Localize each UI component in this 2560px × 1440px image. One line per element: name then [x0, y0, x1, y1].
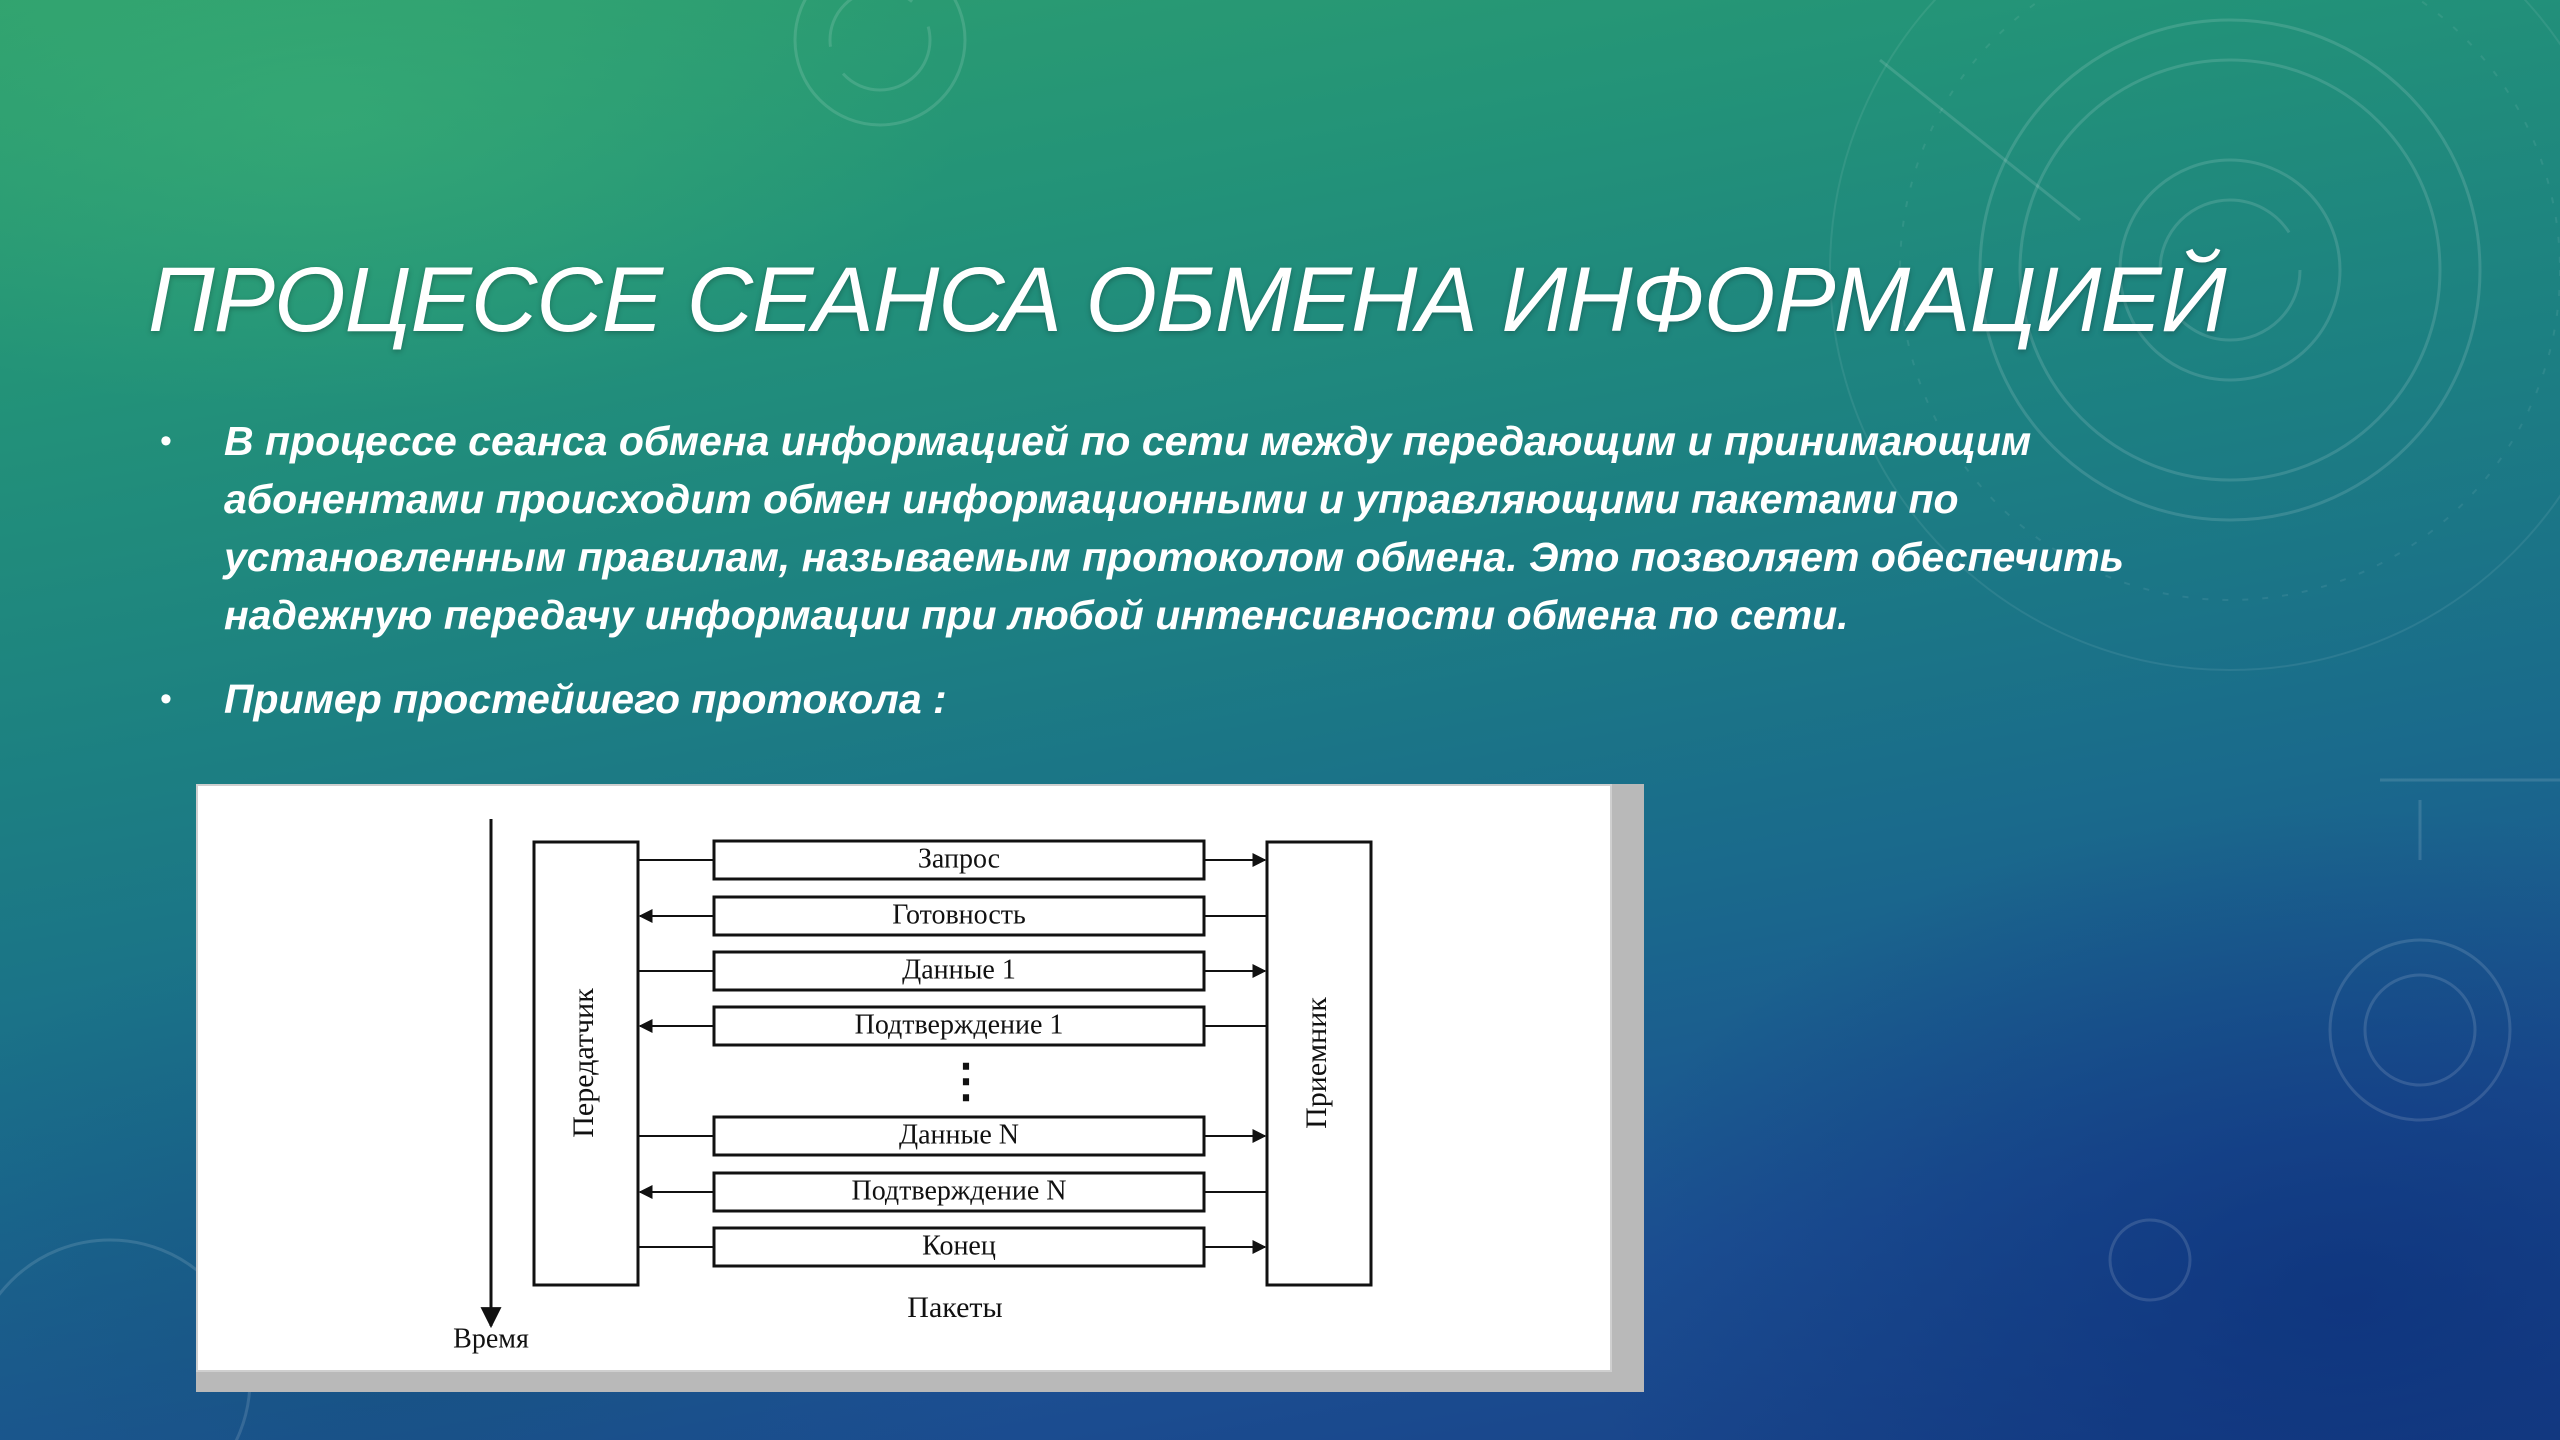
sender-label: Передатчик	[566, 988, 600, 1138]
bullet-dot: •	[160, 680, 172, 718]
packet-label: Данные 1	[902, 954, 1016, 986]
packet-label: Конец	[922, 1230, 996, 1262]
packet-row	[638, 841, 1265, 879]
packet-ellipsis: ⋮	[943, 1055, 989, 1107]
protocol-diagram	[196, 784, 1612, 1372]
packet-label: Подтверждение 1	[854, 1009, 1064, 1041]
packet-label: Готовность	[892, 899, 1026, 931]
packet-row	[638, 1228, 1265, 1266]
bullet-dot: •	[160, 422, 172, 460]
packet-row	[640, 1007, 1267, 1045]
bullet-text: Пример простейшего протокола :	[224, 676, 947, 722]
protocol-diagram-canvas	[198, 786, 1614, 1374]
bullet-item	[160, 412, 2220, 644]
receiver-label: Приемник	[1299, 997, 1333, 1129]
protocol-diagram-frame	[196, 784, 1644, 1392]
packet-row	[638, 952, 1265, 990]
bullet-item	[160, 670, 2220, 728]
packet-label: Подтверждение N	[851, 1175, 1067, 1207]
packet-row	[640, 897, 1267, 935]
packets-label: Пакеты	[907, 1290, 1003, 1324]
time-label: Время	[453, 1323, 529, 1355]
bullet-list	[160, 412, 2220, 754]
packet-row	[638, 1117, 1265, 1155]
packet-layer	[638, 841, 1267, 1266]
packet-label: Запрос	[917, 843, 1001, 875]
packet-row	[640, 1173, 1267, 1211]
packet-label: Данные N	[899, 1119, 1019, 1151]
slide-title: ПРОЦЕССЕ СЕАНСА ОБМЕНА ИНФОРМАЦИЕЙ	[148, 249, 2226, 351]
bullet-text: В процессе сеанса обмена информацией по сети между передающим и принимающим абонентами происходит обмен информационными и управляющими пакетами по установленным правилам, называемым протоколом обмена. Это позволяет обеспечить надежную передачу информации при любой интенсивности обмена по сети.	[224, 418, 2125, 638]
